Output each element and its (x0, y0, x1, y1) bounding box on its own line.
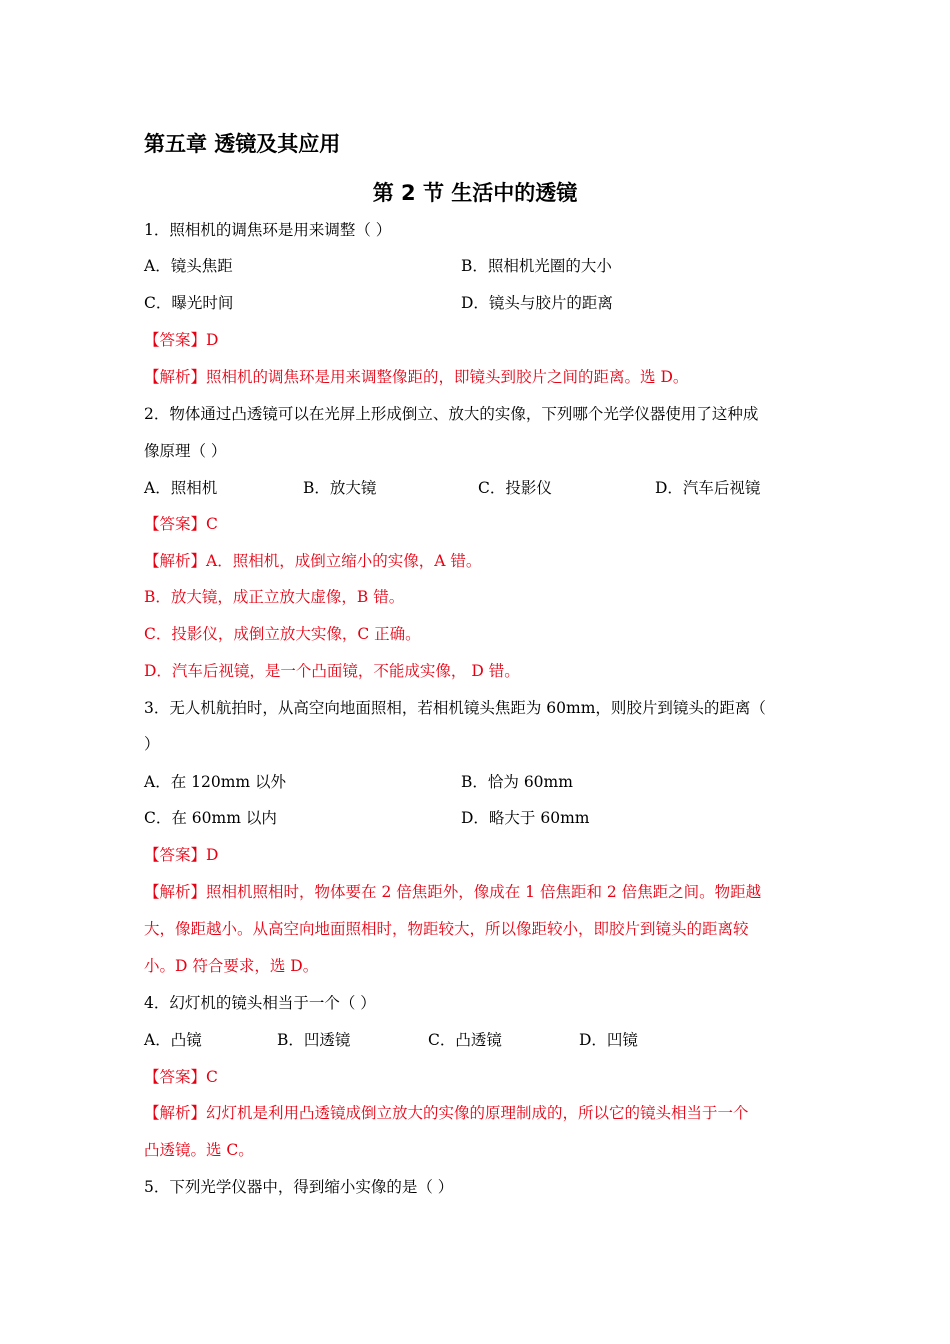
analysis-tag: 【解析】 (144, 883, 207, 901)
q2-analysis-line: B．放大镜，成正立放大虚像，B 错。 (144, 588, 405, 606)
q4-analysis (144, 1102, 749, 1124)
q1-answer (144, 329, 218, 351)
q1-stem: 1．照相机的调焦环是用来调整（ ） (144, 221, 392, 239)
q3-analysis-line: 照相机照相时，物体要在 2 倍焦距外，像成在 1 倍焦距和 2 倍焦距之间。物距越 (206, 883, 762, 901)
q2-analysis-line: A．照相机，成倒立缩小的实像，A 错。 (206, 552, 482, 570)
q2-analysis-line: D．汽车后视镜，是一个凸面镜，不能成实像， D 错。 (144, 662, 520, 680)
q4-option-c: C．凸透镜 (428, 1031, 502, 1049)
q3-option-b: B．恰为 60mm (461, 773, 573, 791)
q5-stem: 5．下列光学仪器中，得到缩小实像的是（ ） (144, 1178, 454, 1196)
q1-answer-value: D (206, 331, 219, 349)
q3-option-a: A．在 120mm 以外 (144, 773, 287, 791)
q4-option-a: A．凸镜 (144, 1031, 202, 1049)
q1-analysis-line: 照相机的调焦环是用来调整像距的，即镜头到胶片之间的距离。选 D。 (206, 368, 689, 386)
q3-stem-line-2: ） (144, 735, 160, 753)
analysis-tag: 【解析】 (144, 1104, 207, 1122)
q3-analysis-line: 大，像距越小。从高空向地面照相时，物距较大，所以像距较小，即胶片到镜头的距离较 (144, 920, 749, 938)
q1-option-b: B．照相机光圈的大小 (461, 257, 612, 275)
q1-option-a: A．镜头焦距 (144, 257, 233, 275)
q1-option-d: D．镜头与胶片的距离 (461, 294, 613, 312)
q2-analysis-line: C．投影仪，成倒立放大实像，C 正确。 (144, 625, 421, 643)
q2-answer-value: C (206, 515, 218, 533)
q2-option-d: D．汽车后视镜 (655, 479, 761, 497)
answer-tag: 【答案】 (144, 1068, 207, 1086)
q2-option-c: C．投影仪 (478, 479, 552, 497)
q3-answer (144, 844, 218, 866)
answer-tag: 【答案】 (144, 331, 207, 349)
q4-analysis-line: 幻灯机是利用凸透镜成倒立放大的实像的原理制成的，所以它的镜头相当于一个 (206, 1104, 749, 1122)
q3-answer-value: D (206, 846, 219, 864)
analysis-tag: 【解析】 (144, 368, 207, 386)
q2-answer (144, 513, 218, 535)
section-title: 第 2 节 生活中的透镜 (372, 181, 578, 205)
q3-option-d: D．略大于 60mm (461, 809, 590, 827)
analysis-tag: 【解析】 (144, 552, 207, 570)
q2-analysis (144, 550, 481, 572)
q2-option-a: A．照相机 (144, 479, 218, 497)
q4-answer-value: C (206, 1068, 218, 1086)
q4-stem: 4．幻灯机的镜头相当于一个（ ） (144, 994, 376, 1012)
q2-option-b: B．放大镜 (303, 479, 377, 497)
q3-analysis-line: 小。D 符合要求，选 D。 (144, 957, 319, 975)
chapter-title: 第五章 透镜及其应用 (144, 132, 341, 156)
answer-tag: 【答案】 (144, 515, 207, 533)
q4-answer (144, 1066, 218, 1088)
q1-option-c: C．曝光时间 (144, 294, 234, 312)
q4-option-d: D．凹镜 (579, 1031, 638, 1049)
q4-analysis-line: 凸透镜。选 C。 (144, 1141, 254, 1159)
answer-tag: 【答案】 (144, 846, 207, 864)
q4-option-b: B．凹透镜 (277, 1031, 351, 1049)
q1-analysis (144, 366, 688, 388)
q2-stem-line-1: 2．物体通过凸透镜可以在光屏上形成倒立、放大的实像，下列哪个光学仪器使用了这种成 (144, 405, 759, 423)
q2-stem-line-2: 像原理（ ） (144, 442, 227, 460)
q3-stem-line-1: 3．无人机航拍时，从高空向地面照相，若相机镜头焦距为 60mm，则胶片到镜头的距离（ (144, 699, 766, 717)
q3-option-c: C．在 60mm 以内 (144, 809, 277, 827)
q3-analysis (144, 881, 761, 903)
